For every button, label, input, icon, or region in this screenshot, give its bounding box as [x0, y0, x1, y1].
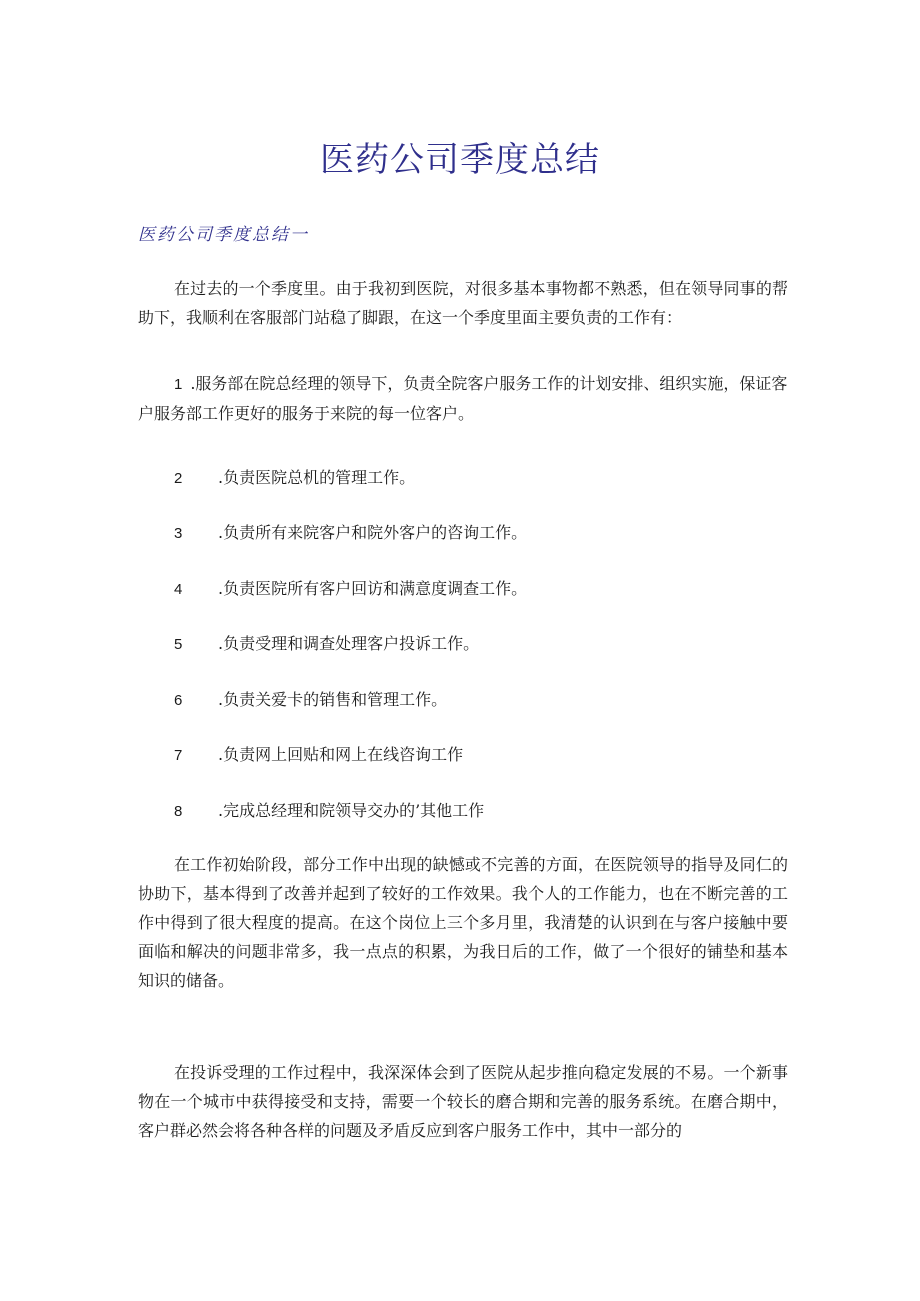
list-item-text: .服务部在院总经理的领导下，负责全院客户服务工作的计划安排、组织实施，保证客户服务部工作更好的服务于来院的每一位客户。 [138, 374, 788, 423]
list-item-number: 7 [174, 747, 183, 764]
list-item-text: .负责所有来院客户和院外客户的咨询工作。 [218, 523, 528, 542]
list-item-text: .负责网上回贴和网上在线咨询工作 [218, 745, 464, 764]
list-item [138, 629, 788, 659]
list-item [138, 463, 788, 493]
list-item-text: .完成总经理和院领导交办的’其他工作 [218, 801, 485, 820]
list-item [138, 574, 788, 604]
list-item-number: 5 [174, 636, 183, 653]
list-item [138, 369, 788, 428]
list-item-text: .负责关爱卡的销售和管理工作。 [218, 690, 448, 709]
list-item-text: .负责医院总机的管理工作。 [218, 468, 416, 487]
list-item-number: 6 [174, 692, 183, 709]
list-item [138, 518, 788, 548]
list-item-text: .负责受理和调查处理客户投诉工作。 [218, 634, 480, 653]
list-item-text: .负责医院所有客户回访和满意度调查工作。 [218, 579, 528, 598]
list-item-number: 8 [174, 803, 183, 820]
list-item [138, 685, 788, 715]
list-item [138, 740, 788, 770]
list-item [138, 796, 788, 826]
list-item-number: 1 [174, 376, 183, 393]
section-heading: 医药公司季度总结一 [138, 225, 309, 245]
list-item-number: 3 [174, 525, 183, 542]
page-title: 医药公司季度总结 [320, 140, 600, 180]
body-paragraph: 在投诉受理的工作过程中，我深深体会到了医院从起步推向稳定发展的不易。一个新事物在一个城市中获得接受和支持，需要一个较长的磨合期和完善的服务系统。在磨合期中，客户群必然会将各种各样的问题及矛盾反应到客户服务工作中，其中一部分的 [138, 1063, 788, 1140]
body-paragraph: 在工作初始阶段，部分工作中出现的缺憾或不完善的方面，在医院领导的指导及同仁的协助下，基本得到了改善并起到了较好的工作效果。我个人的工作能力，也在不断完善的工作中得到了很大程度的提高。在这个岗位上三个多月里，我清楚的认识到在与客户接触中要面临和解决的问题非常多，我一点点的积累，为我日后的工作，做了一个很好的铺垫和基本知识的储备。 [138, 855, 788, 990]
list-item-number: 2 [174, 470, 183, 487]
intro-paragraph: 在过去的一个季度里。由于我初到医院，对很多基本事物都不熟悉，但在领导同事的帮助下，我顺利在客服部门站稳了脚跟，在这一个季度里面主要负责的工作有： [138, 279, 788, 327]
list-item-number: 4 [174, 581, 183, 598]
